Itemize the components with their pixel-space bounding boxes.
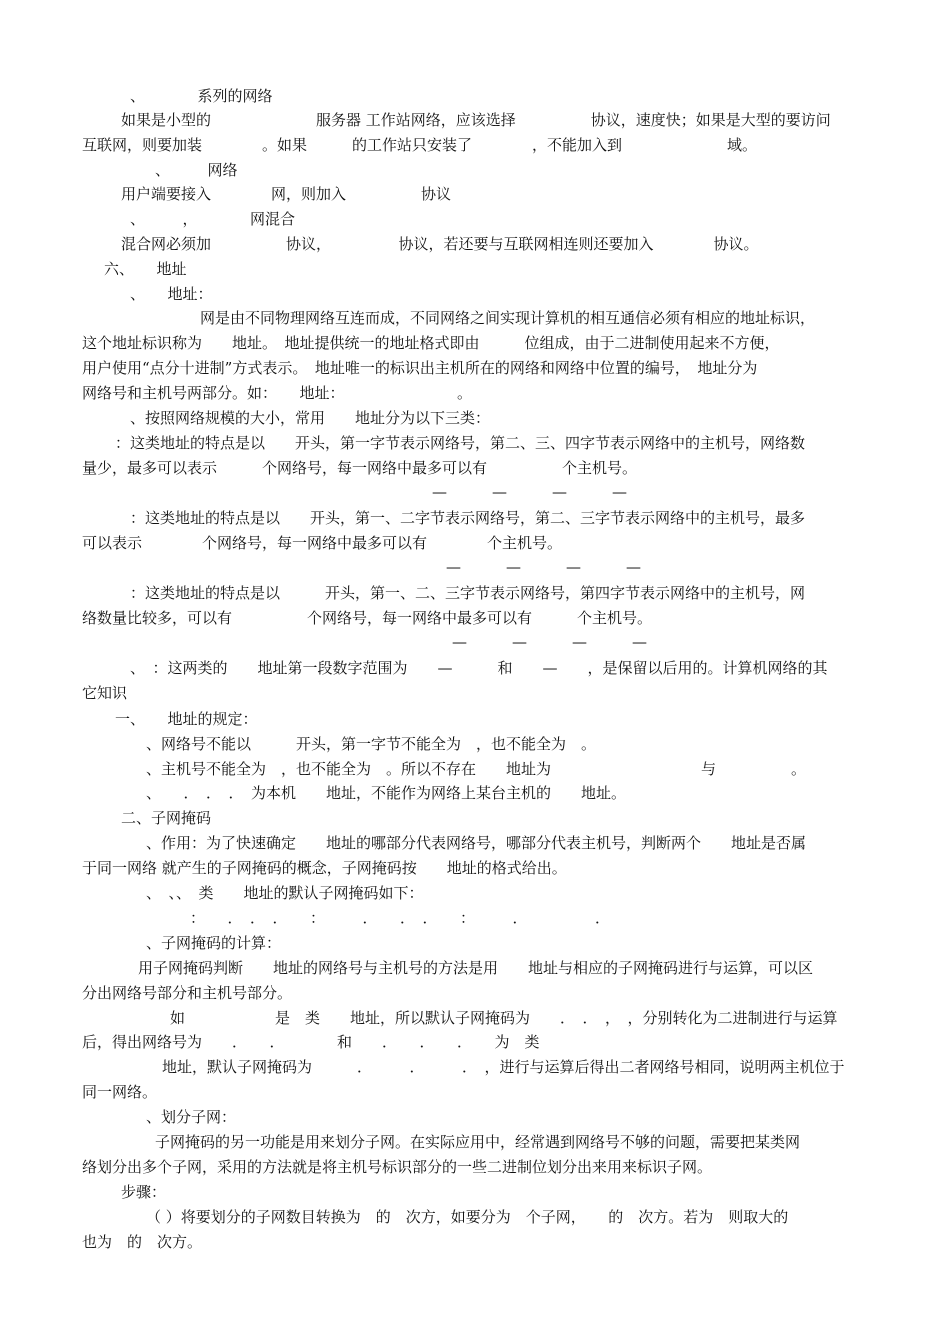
doc-heading: 六、 地址 (104, 260, 187, 278)
doc-line: 网络号和主机号两部分。如： 地址： 。 (82, 384, 473, 402)
doc-line: 用户使用“点分十进制”方式表示。 地址唯一的标识出主机所在的网络和网络中位置的编号， 地址分为 (82, 359, 758, 377)
doc-line: 、按照网络规模的大小，常用 地址分为以下三类： (130, 409, 491, 427)
doc-line: 、作用：为了快速确定 地址的哪部分代表网络号，哪部分代表主机号，判断两个 地址是否属 (146, 834, 807, 852)
doc-line: 互联网，则要加装 。如果 的工作站只安装了 ，不能加入到 域。 (82, 136, 758, 154)
doc-heading: 、 地址： (130, 285, 213, 303)
doc-line: 用子网掩码判断 地址的网络号与主机号的方法是用 地址与相应的子网掩码进行与运算，可以区 (138, 959, 814, 977)
doc-line: 、 ． ． ． 为本机 地址，不能作为网络上某台主机的 地址。 (146, 784, 627, 802)
doc-line: 用户端要接入 网，则加入 协议 (121, 185, 452, 203)
doc-line: 、 系列的网络 (130, 87, 273, 105)
doc-line: 、 网络 (155, 161, 238, 179)
doc-line: 分出网络号部分和主机号部分。 (82, 984, 293, 1002)
doc-line: ： ． ． ． ： ． ． ． ： ． ． (190, 909, 611, 927)
doc-line: ：这类地址的特点是以 开头，第一、二、三字节表示网络号，第四字节表示网络中的主机号，网 (130, 584, 806, 602)
doc-line: 、主机号不能全为 ，也不能全为 。所以不存在 地址为 与 。 (146, 760, 807, 778)
doc-heading: 步骤： (121, 1183, 167, 1201)
doc-line: 量少，最多可以表示 个网络号，每一网络中最多可以有 个主机号。 (82, 459, 638, 477)
range-dashes: — — — — (452, 633, 648, 651)
doc-line: 如果是小型的 服务器 工作站网络，应该选择 协议，速度快；如果是大型的要访问 (121, 111, 831, 129)
range-dashes: — — — — (432, 483, 628, 501)
doc-line: 、网络号不能以 开头，第一字节不能全为 ，也不能全为 。 (146, 735, 597, 753)
doc-line: 这个地址标识称为 地址。 地址提供统一的地址格式即由 位组成，由于二进制使用起来不方便， (82, 334, 780, 352)
doc-line: 它知识 (82, 684, 128, 702)
doc-line: 、 ：这两类的 地址第一段数字范围为 — 和 — ，是保留以后用的。计算机网络的其 (130, 659, 828, 677)
doc-line: 、子网掩码的计算： (146, 934, 282, 952)
doc-line: 地址，默认子网掩码为 ． ． ． ，进行与运算后得出二者网络号相同，说明两主机位于 (162, 1058, 845, 1076)
doc-line: 络划分出多个子网，采用的方法就是将主机号标识部分的一些二进制位划分出来用来标识子网。 (82, 1158, 713, 1176)
doc-line: 后，得出网络号为 ． ． 和 ． ． ． 为 类 (82, 1033, 540, 1051)
doc-line: 也为 的 次方。 (82, 1233, 203, 1251)
doc-line: 于同一网络 就产生的子网掩码的概念，子网掩码按 地址的格式给出。 (82, 859, 567, 877)
doc-heading: 一、 地址的规定： (115, 710, 258, 728)
doc-heading: 二、子网掩码 (121, 809, 212, 827)
doc-line: 子网掩码的另一功能是用来划分子网。在实际应用中，经常遇到网络号不够的问题，需要把某类网 (155, 1133, 801, 1151)
range-dashes: — — — — (446, 558, 642, 576)
doc-line: 、 、、 类 地址的默认子网掩码如下： (146, 884, 424, 902)
doc-line: 网是由不同物理网络互连而成，不同网络之间实现计算机的相互通信必须有相应的地址标识， (200, 309, 816, 327)
doc-line: 同一网络。 (82, 1083, 158, 1101)
doc-line: 络数量比较多，可以有 个网络号，每一网络中最多可以有 个主机号。 (82, 609, 653, 627)
doc-line: ：这类地址的特点是以 开头，第一字节表示网络号，第二、三、四字节表示网络中的主机号，网络数 (115, 434, 806, 452)
doc-line: （ ）将要划分的子网数目转换为 的 次方，如要分为 个子网， 的 次方。若为 则取大的 (146, 1208, 789, 1226)
doc-line: 如 是 类 地址，所以默认子网掩码为 ． ． ， ，分别转化为二进制进行与运算 (170, 1009, 838, 1027)
doc-line: ：这类地址的特点是以 开头，第一、二字节表示网络号，第二、三字节表示网络中的主机号，最多 (130, 509, 806, 527)
doc-line: 、 ， 网混合 (130, 210, 296, 228)
doc-line: 混合网必须加 协议， 协议，若还要与互联网相连则还要加入 协议。 (121, 235, 759, 253)
doc-line: 可以表示 个网络号，每一网络中最多可以有 个主机号。 (82, 534, 563, 552)
doc-line: 、划分子网： (146, 1108, 237, 1126)
